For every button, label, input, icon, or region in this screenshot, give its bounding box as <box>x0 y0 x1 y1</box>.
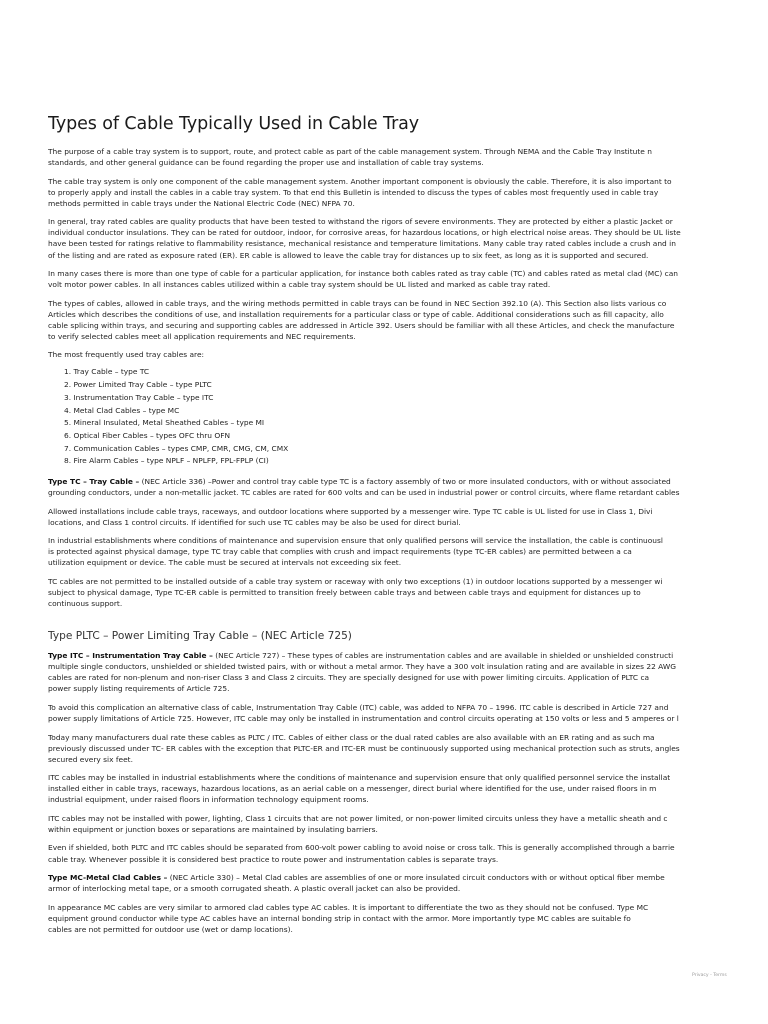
footer-links[interactable]: Privacy - Terms <box>692 973 727 978</box>
paragraph: within equipment or junction boxes or separations are maintained by insulating barriers. <box>48 824 378 834</box>
paragraph: armor of interlocking metal tape, or a smooth corrugated sheath. A plastic overall jacket can also be provided. <box>48 884 461 894</box>
paragraph <box>48 476 734 487</box>
paragraph: locations, and Class 1 control circuits. If identified for such use TC cables may be also be used for direct burial. <box>48 517 461 527</box>
list-item: 5. Mineral Insulated, Metal Sheathed Cables – type MI <box>64 418 265 428</box>
paragraph: In general, tray rated cables are quality products that have been tested to withstand the rigors of severe environments. They are protected by either a plastic Jacket or <box>48 217 673 227</box>
paragraph: cables are rated for non-plenum and non-riser Class 3 and Class 2 circuits. They are specially designed for use with power limiting circuits. Application of PLTC ca <box>48 673 650 683</box>
paragraph: power supply limitations of Article 725. However, ITC cable may only be installed in instrumentation and control circuits operating at 150 volts or less and 5 amperes or l <box>48 714 679 724</box>
mc-section <box>48 872 734 935</box>
tc-section <box>48 476 734 609</box>
paragraph: utilization equipment or device. The cable must be secured at intervals not exceeding six feet. <box>48 558 402 568</box>
paragraph: equipment ground conductor while type AC cables have an internal bonding strip in contact with the armor. More importantly type MC cables are suitable fo <box>48 913 631 923</box>
section-label: Type ITC – Instrumentation Tray Cable – <box>48 651 213 661</box>
list-item: 3. Instrumentation Tray Cable – type ITC <box>64 392 214 402</box>
section-text: (NEC Article 330) – Metal Clad cables are assemblies of one or more insulated circuit conductors with or without optical fiber membe <box>167 873 665 883</box>
intro-section <box>48 146 734 360</box>
paragraph: cable splicing within trays, and securing and supporting cables are addressed in Article 392. Users should be familiar with all these Articles, and check the manufacture <box>48 320 675 330</box>
list-item: 4. Metal Clad Cables – type MC <box>64 405 180 415</box>
paragraph: Today many manufacturers dual rate these cables as PLTC / ITC. Cables of either class or the dual rated cables are also available with an ER rating and as such ma <box>48 732 655 742</box>
paragraph: multiple single conductors, unshielded or shielded twisted pairs, with or without a metal armor. They have a 300 volt insulation rating and are available in sizes 22 AWG <box>48 662 676 672</box>
paragraph: power supply listing requirements of Article 725. <box>48 684 230 694</box>
paragraph: Allowed installations include cable trays, raceways, and outdoor locations where supported by a messenger wire. Type TC cable is UL listed for use in Class 1, Divi <box>48 506 653 516</box>
list-item: 7. Communication Cables – types CMP, CMR, CMG, CM, CMX <box>64 443 289 453</box>
paragraph: of the listing and are rated as exposure rated (ER). ER cable is allowed to leave the cable tray for distances up to six feet, as long as it is supported and secured. <box>48 250 649 260</box>
paragraph: In industrial establishments where conditions of maintenance and supervision ensure that only qualified persons will service the installation, the cable is continuousl <box>48 536 663 546</box>
paragraph: individual conductor insulations. They can be rated for outdoor, indoor, for corrosive areas, for hazardous locations, or high electrical noise areas. They should be UL liste <box>48 228 681 238</box>
paragraph: subject to physical damage, Type TC-ER cable is permitted to transition freely between cable trays and between cable trays and equipment for distances up to <box>48 588 641 597</box>
paragraph: to verify selected cables meet all application requirements and NEC requirements. <box>48 331 356 341</box>
paragraph: The types of cables, allowed in cable trays, and the wiring methods permitted in cable trays can be found in NEC Section 392.10 (A). This Section also lists various co <box>48 298 667 308</box>
cable-type-list <box>48 366 734 468</box>
paragraph: grounding conductors, under a non-metallic jacket. TC cables are rated for 600 volts and can be used in industrial power or control circuits, where flame retardant cables <box>48 488 680 498</box>
paragraph: In many cases there is more than one type of cable for a particular application, for instance both cables rated as tray cable (TC) and cables rated as metal clad (MC) can <box>48 269 679 279</box>
list-item: 8. Fire Alarm Cables – type NPLF – NPLFP, FPL-FPLP (CI) <box>64 456 269 466</box>
document-page <box>48 114 734 942</box>
itc-section <box>48 650 734 864</box>
page-title: Types of Cable Typically Used in Cable Tray <box>48 114 420 134</box>
paragraph: ITC cables may not be installed with power, lighting, Class 1 circuits that are not power limited, or non-power limited circuits unless they have a metallic sheath and c <box>48 813 668 823</box>
paragraph: methods permitted in cable trays under the National Electric Code (NEC) NFPA 70. <box>48 198 355 208</box>
paragraph: industrial equipment, under raised floors in information technology equipment rooms. <box>48 795 369 805</box>
paragraph: have been tested for ratings relative to flammability resistance, mechanical resistance and temperature limitations. Many cable tray rated cables include a crush and in <box>48 239 676 249</box>
paragraph: The cable tray system is only one component of the cable management system. Another important component is obviously the cable. Therefore, it is also important to <box>48 176 672 186</box>
section-label: Type MC-Metal Clad Cables – <box>48 873 168 883</box>
paragraph: cables are not permitted for outdoor use (wet or damp locations). <box>48 924 293 934</box>
paragraph: To avoid this complication an alternative class of cable, Instrumentation Tray Cable (ITC) cable, was added to NFPA 70 – 1996. ITC cable is described in Article 727 and <box>48 702 669 712</box>
paragraph: standards, and other general guidance can be found regarding the proper use and installation of cable tray systems. <box>48 158 484 168</box>
paragraph <box>48 650 734 661</box>
paragraph <box>48 872 734 883</box>
paragraph: previously discussed under TC- ER cables with the exception that PLTC-ER and ITC-ER must be continuously supported using mechanical protection such as struts, angles <box>48 743 680 753</box>
paragraph: Even if shielded, both PLTC and ITC cables should be separated from 600-volt power cabling to avoid noise or cross talk. This is generally accomplished through a barrie <box>48 843 675 853</box>
list-item: 6. Optical Fiber Cables – types OFC thru OFN <box>64 430 231 440</box>
paragraph: The purpose of a cable tray system is to support, route, and protect cable as part of the cable management system. Through NEMA and the Cable Tray Institute n <box>48 147 652 156</box>
paragraph: In appearance MC cables are very similar to armored clad cables type AC cables. It is important to differentiate the two as they should not be confused. Type MC <box>48 902 649 912</box>
paragraph: is protected against physical damage, type TC tray cable that complies with crush and impact requirements (type TC-ER cables) are permitted between a ca <box>48 547 632 557</box>
paragraph: cable tray. Whenever possible it is considered best practice to route power and instrumentation cables is separate trays. <box>48 854 499 864</box>
paragraph: installed either in cable trays, raceways, hazardous locations, as an aerial cable on a messenger, direct burial where identified for the use, under raised floors in m <box>48 784 657 794</box>
paragraph: The most frequently used tray cables are: <box>48 350 205 360</box>
paragraph: Articles which describes the conditions of use, and installation requirements for a particular class or type of cable. Additional considerations such as fill capacity, allo <box>48 309 664 319</box>
paragraph: TC cables are not permitted to be installed outside of a cable tray system or raceway with only two exceptions (1) in outdoor locations supported by a messenger wi <box>48 576 663 586</box>
section-text: (NEC Article 727) – These types of cables are instrumentation cables and are available in shielded or unshielded constructi <box>212 651 674 661</box>
list-item: 1. Tray Cable – type TC <box>64 367 150 377</box>
section-text: (NEC Article 336) –Power and control tray cable type TC is a factory assembly of two or more insulated conductors, with or without associated <box>139 477 671 487</box>
paragraph: to properly apply and install the cables in a cable tray system. To that end this Bulletin is intended to discuss the types of cables most frequently used in cable tray <box>48 187 659 197</box>
list-item: 2. Power Limited Tray Cable – type PLTC <box>64 380 212 390</box>
paragraph: continuous support. <box>48 599 123 609</box>
section-label: Type TC – Tray Cable – <box>48 477 140 487</box>
paragraph: ITC cables may be installed in industrial establishments where the conditions of maintenance and supervision ensure that only qualified personnel service the installat <box>48 773 671 783</box>
paragraph: secured every six feet. <box>48 754 133 764</box>
section-heading: Type PLTC – Power Limiting Tray Cable – (NEC Article 725) <box>48 630 352 643</box>
paragraph: volt motor power cables. In all instances cables utilized within a cable tray system should be UL listed and marked as cable tray rated. <box>48 280 551 290</box>
